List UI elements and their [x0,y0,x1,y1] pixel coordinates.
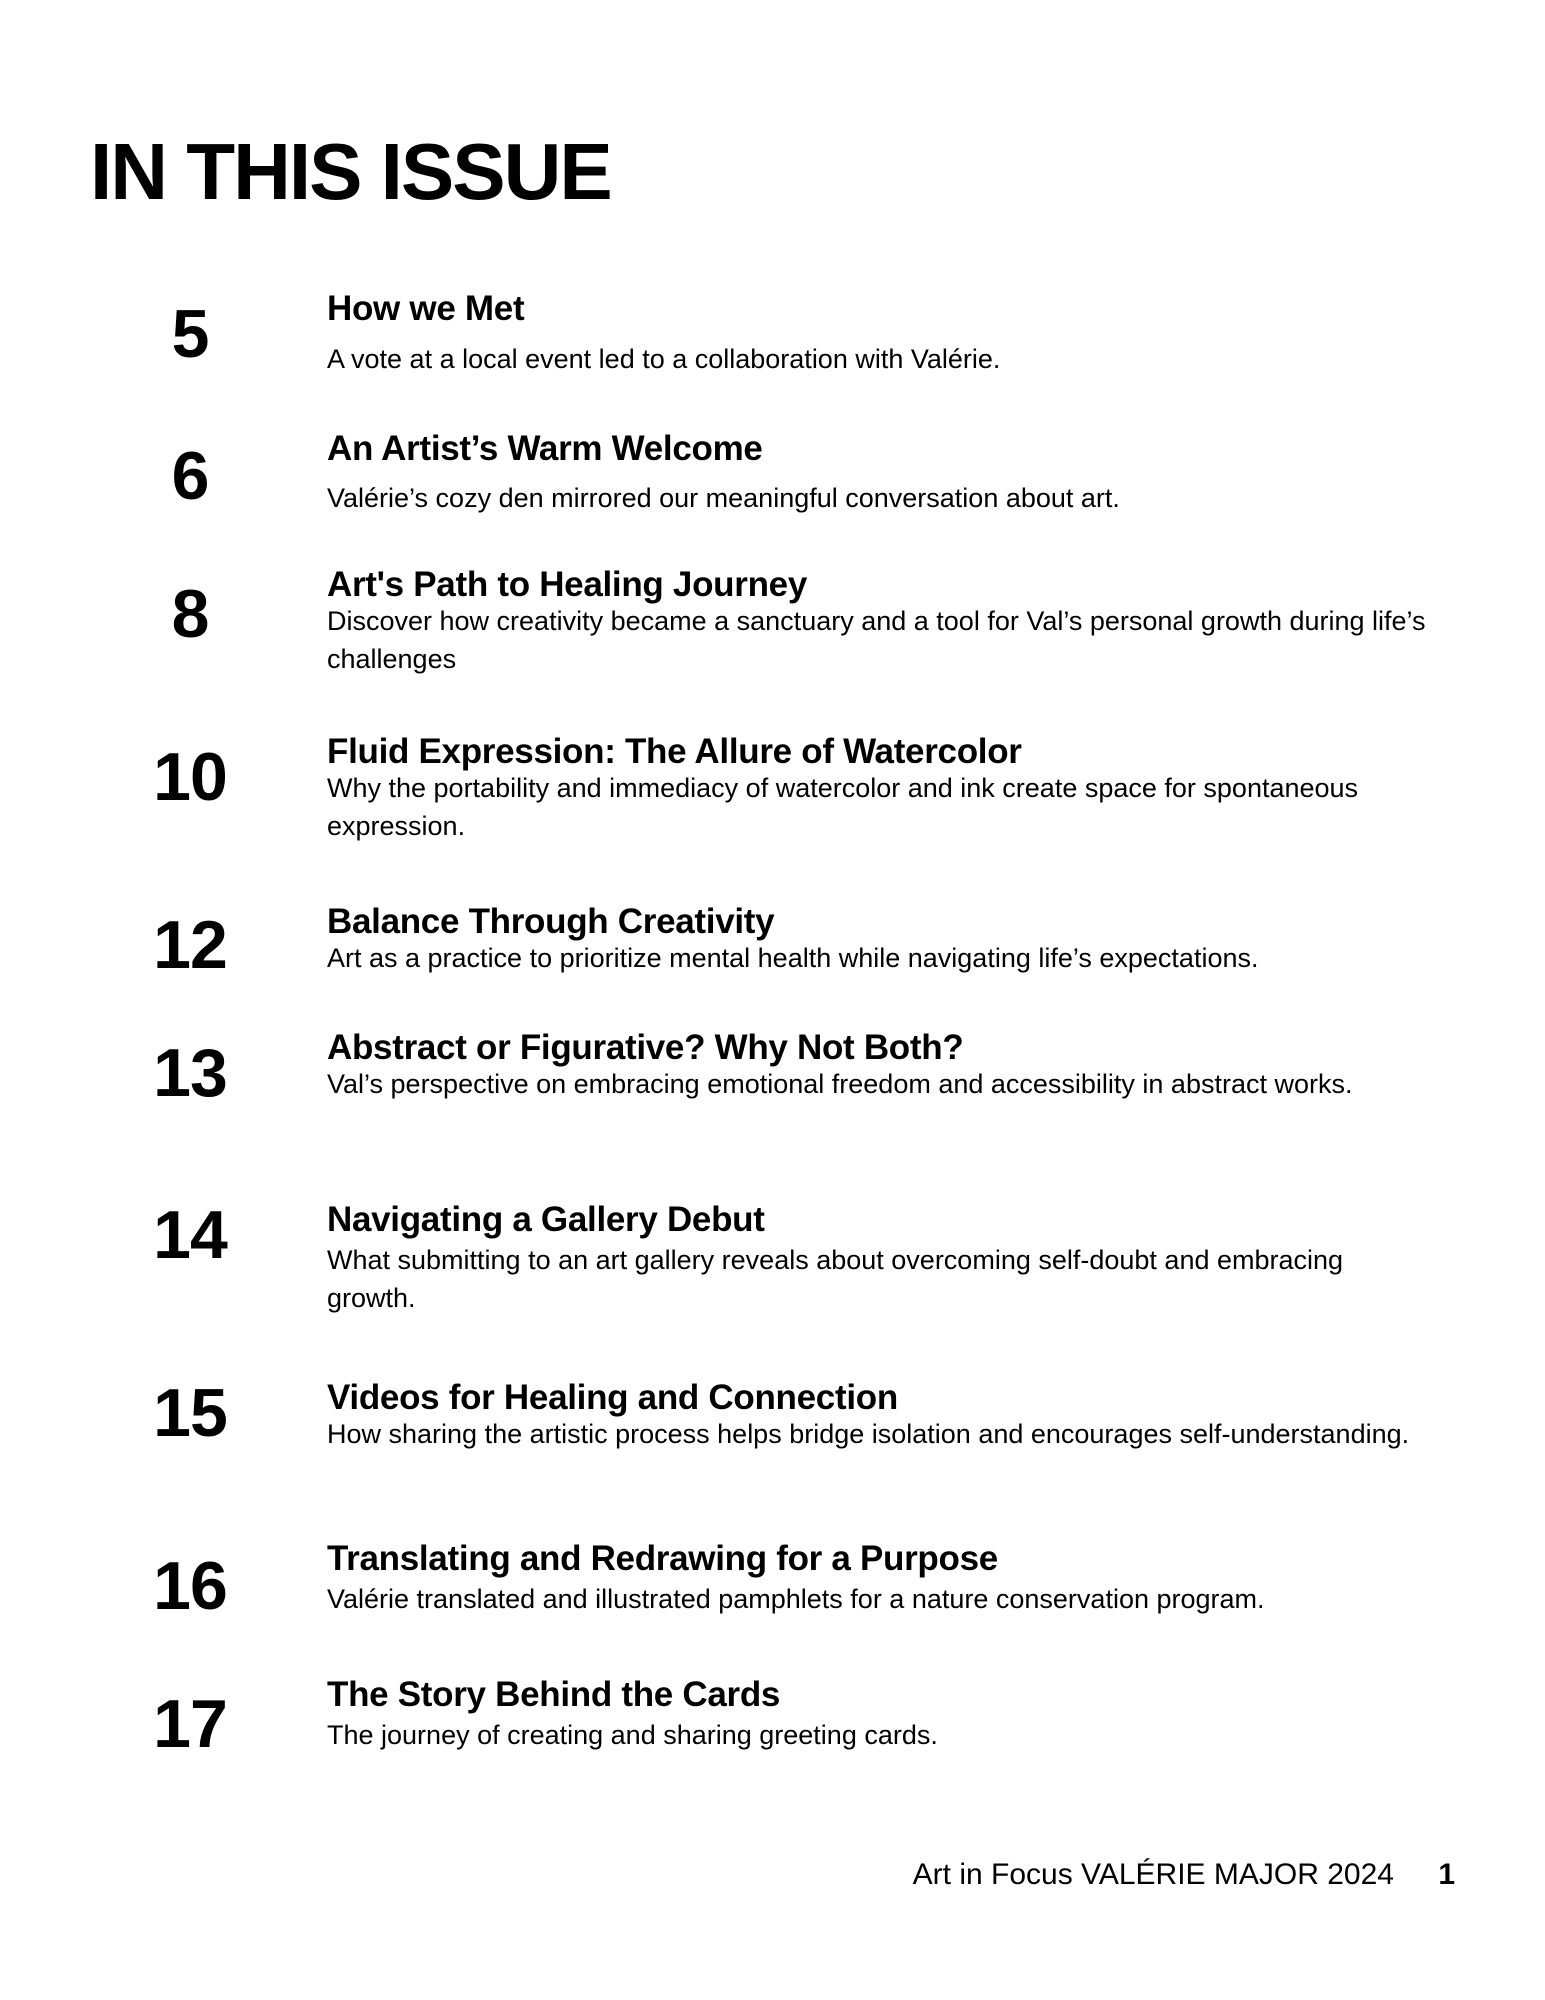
toc-entry-title: How we Met [327,289,525,328]
toc-entry-description: Discover how creativity became a sanctuary and a tool for Val’s personal growth during life’s challenges [327,606,1426,674]
toc-entry [0,1197,1545,1313]
toc-entry-title: Videos for Healing and Connection [327,1378,898,1417]
toc-entry-title: Abstract or Figurative? Why Not Both? [327,1028,964,1067]
toc-entry-title: Art's Path to Healing Journey [327,565,807,604]
toc-page-number: 16 [153,1548,227,1624]
toc-entry-description: A vote at a local event led to a collaboration with Valérie. [327,344,1001,374]
toc-entry [0,1375,1545,1489]
toc-entry-title: An Artist’s Warm Welcome [327,429,763,468]
toc-entry-title: Translating and Redrawing for a Purpose [327,1539,998,1578]
toc-entry-description: How sharing the artistic process helps bridge isolation and encourages self-understanding. [327,1419,1410,1449]
toc-entry-title: Fluid Expression: The Allure of Watercolor [327,732,1022,771]
toc-entry-description: Val’s perspective on embracing emotional freedom and accessibility in abstract works. [327,1069,1353,1099]
toc-entry-description: What submitting to an art gallery reveals about overcoming self-doubt and embracing growth. [327,1245,1344,1313]
toc-entry [0,430,1545,540]
toc-page-number: 10 [153,739,227,815]
toc-page-number: 8 [171,576,209,652]
toc-page-number: 12 [153,907,227,983]
toc-page-number: 5 [171,296,209,372]
toc-entry-title: Navigating a Gallery Debut [327,1200,765,1239]
toc-entry [0,1676,1545,1786]
toc-entry [0,290,1545,400]
toc-entry-description: Valérie’s cozy den mirrored our meaningful conversation about art. [327,483,1120,513]
page-footer [913,1860,1455,1890]
toc-page-number: 14 [153,1197,227,1273]
toc-entry [0,733,1545,843]
toc-page-number: 6 [171,438,209,514]
toc-entry-title: The Story Behind the Cards [327,1675,781,1714]
toc-entry-description: Valérie translated and illustrated pamphlets for a nature conservation program. [327,1584,1265,1614]
toc-entry [0,1029,1545,1139]
toc-entry-description: Art as a practice to prioritize mental health while navigating life’s expectations. [327,943,1259,973]
toc-entry-title: Balance Through Creativity [327,902,775,941]
toc-page-number: 15 [153,1375,227,1451]
footer-page-number: 1 [1438,1858,1455,1891]
toc-page-number: 17 [153,1686,227,1762]
toc-entry-description: Why the portability and immediacy of watercolor and ink create space for spontaneous expression. [327,773,1359,841]
toc-entry [0,566,1545,676]
toc-entry [0,1540,1545,1650]
toc-entry-description: The journey of creating and sharing greeting cards. [327,1720,938,1750]
toc-page-number: 13 [153,1035,227,1111]
page-title: IN THIS ISSUE [90,127,611,216]
footer-publication: Art in Focus VALÉRIE MAJOR 2024 [912,1858,1394,1891]
toc-entry [0,903,1545,1013]
